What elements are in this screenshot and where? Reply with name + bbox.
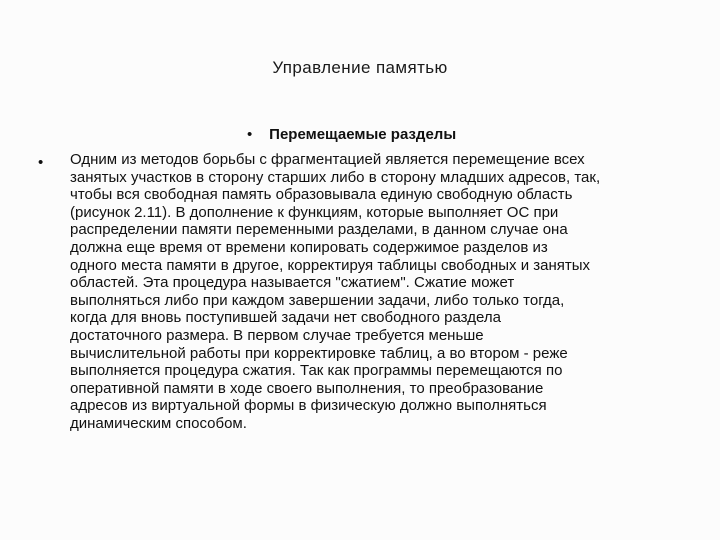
subheading-bullet: •: [247, 126, 253, 143]
slide-title: Управление памятью: [272, 58, 448, 77]
paragraph-line: областей. Эта процедура называется "сжатием". Сжатие может: [70, 274, 515, 292]
paragraph-line: достаточного размера. В первом случае требуется меньше: [70, 326, 484, 344]
paragraph-line: выполняться либо при каждом завершении задачи, либо только тогда,: [70, 291, 565, 309]
subheading-text: Перемещаемые разделы: [269, 126, 457, 143]
subheading: [247, 126, 456, 143]
paragraph-line: чтобы вся свободная память образовывала единую свободную область: [70, 186, 573, 204]
paragraph-line: когда для вновь поступившей задачи нет свободного раздела: [70, 309, 501, 327]
paragraph-line: динамическим способом.: [70, 414, 247, 432]
paragraph-line: (рисунок 2.11). В дополнение к функциям, которые выполняет ОС при: [70, 203, 559, 221]
paragraph-line: адресов из виртуальной формы в физическую должно выполняться: [70, 397, 547, 415]
paragraph-line: одного места памяти в другое, корректируя таблицы свободных и занятых: [70, 256, 591, 274]
paragraph-line: распределении памяти переменными разделами, в данном случае она: [70, 221, 568, 239]
paragraph-line: Одним из методов борьбы с фрагментацией является перемещение всех: [70, 151, 585, 168]
body-paragraph: [70, 151, 684, 433]
paragraph-line: оперативной памяти в ходе своего выполнения, то преобразование: [70, 379, 544, 397]
body-bullet: •: [38, 154, 44, 171]
paragraph-line: вычислительной работы при корректировке таблиц, а во втором - реже: [70, 344, 568, 362]
paragraph-line: должна еще время от времени копировать содержимое разделов из: [70, 238, 548, 256]
paragraph-line: выполняется процедура сжатия. Так как программы перемещаются по: [70, 362, 563, 380]
paragraph-line: занятых участков в сторону старших либо в сторону младших адресов, так,: [70, 168, 601, 186]
